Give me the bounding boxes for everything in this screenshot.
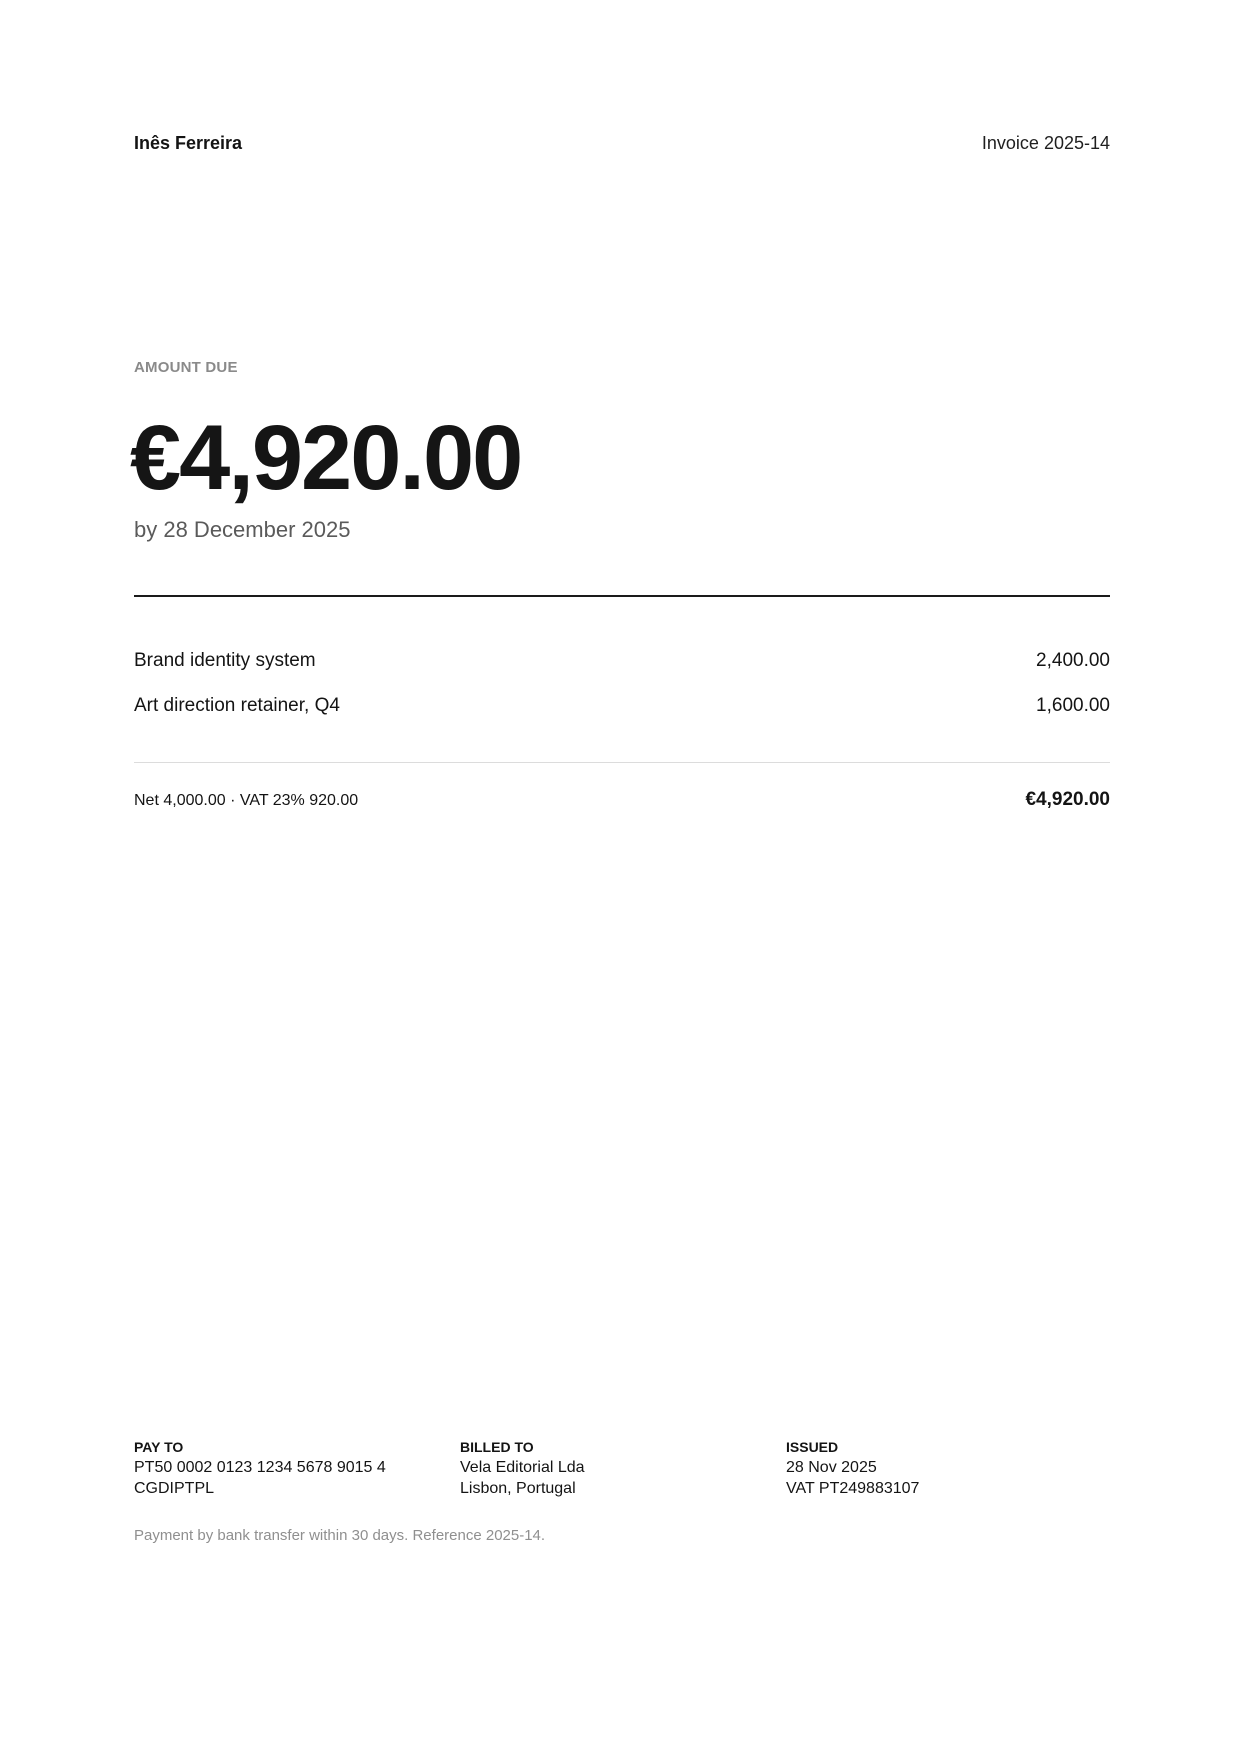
line-item bbox=[134, 650, 1110, 695]
iban: PT50 0002 0123 1234 5678 9015 4 bbox=[134, 1459, 386, 1476]
line-items bbox=[134, 650, 1110, 740]
due-date: by 28 December 2025 bbox=[134, 517, 351, 542]
pay-to-block bbox=[134, 1437, 460, 1499]
bic: CGDIPTPL bbox=[134, 1480, 215, 1497]
invoice-number: Invoice 2025-14 bbox=[981, 133, 1110, 153]
line-item-amount: 1,600.00 bbox=[1036, 695, 1110, 716]
vat-number: VAT PT249883107 bbox=[786, 1480, 920, 1497]
invoice-header bbox=[134, 133, 1110, 154]
line-item-amount: 2,400.00 bbox=[1036, 650, 1110, 671]
pay-to-heading: PAY TO bbox=[134, 1439, 184, 1455]
amount-due-label: AMOUNT DUE bbox=[134, 359, 238, 376]
issue-date: 28 Nov 2025 bbox=[786, 1459, 877, 1476]
line-item-description: Art direction retainer, Q4 bbox=[134, 695, 340, 716]
payment-note: Payment by bank transfer within 30 days. Reference 2025-14. bbox=[134, 1527, 546, 1544]
line-item bbox=[134, 695, 1110, 740]
line-item-description: Brand identity system bbox=[134, 650, 316, 671]
totals-summary: Net 4,000.00 · VAT 23% 920.00 bbox=[134, 792, 359, 809]
amount-due-value: €4,920.00 bbox=[130, 407, 522, 509]
client-name: Vela Editorial Lda bbox=[460, 1459, 585, 1476]
totals-divider bbox=[134, 762, 1110, 763]
sender-name: Inês Ferreira bbox=[134, 133, 243, 153]
issued-block bbox=[786, 1437, 1110, 1499]
issued-heading: ISSUED bbox=[786, 1439, 839, 1455]
billed-to-heading: BILLED TO bbox=[460, 1439, 534, 1455]
invoice-footer bbox=[134, 1437, 1110, 1499]
billed-to-block bbox=[460, 1437, 786, 1499]
grand-total: €4,920.00 bbox=[1025, 789, 1110, 810]
invoice-page bbox=[130, 0, 1110, 1755]
section-divider bbox=[134, 595, 1110, 597]
totals-row bbox=[134, 789, 1110, 811]
client-location: Lisbon, Portugal bbox=[460, 1480, 576, 1497]
